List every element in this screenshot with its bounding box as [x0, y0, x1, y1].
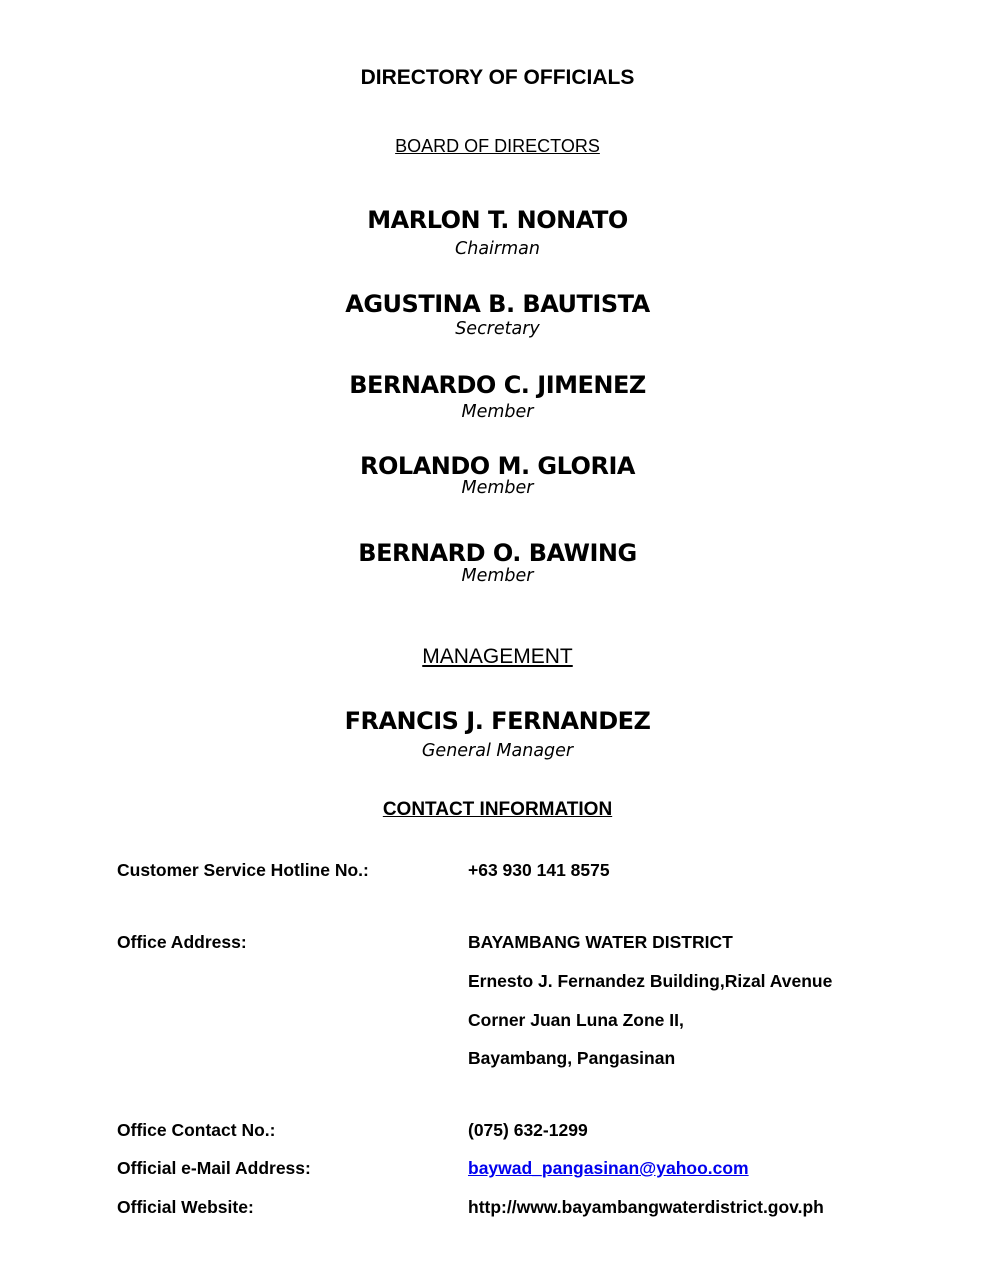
hotline-label: Customer Service Hotline No.:	[117, 860, 369, 880]
official-role-member-2: Member	[461, 478, 534, 498]
management-heading: MANAGEMENT	[422, 645, 573, 668]
email-label: Official e-Mail Address:	[117, 1158, 311, 1178]
official-name-member-3: BERNARD O. BAWING	[358, 539, 637, 567]
official-role-secretary: Secretary	[455, 319, 540, 339]
official-name-member-1: BERNARDO C. JIMENEZ	[349, 371, 646, 399]
hotline-value: +63 930 141 8575	[468, 860, 610, 880]
office-contact-value: (075) 632-1299	[468, 1120, 588, 1140]
page-title: DIRECTORY OF OFFICIALS	[360, 66, 635, 89]
website-label: Official Website:	[117, 1197, 254, 1217]
office-contact-label: Office Contact No.:	[117, 1120, 276, 1140]
official-name-chairman: MARLON T. NONATO	[367, 206, 628, 234]
contact-information-heading: CONTACT INFORMATION	[382, 799, 613, 820]
email-link[interactable]: baywad_pangasinan@yahoo.com	[468, 1158, 749, 1178]
official-role-chairman: Chairman	[455, 239, 540, 259]
office-address-line-2: Ernesto J. Fernandez Building,Rizal Avenue	[468, 971, 833, 991]
board-of-directors-heading: BOARD OF DIRECTORS	[395, 136, 600, 156]
official-name-member-2: ROLANDO M. GLORIA	[360, 452, 635, 480]
official-role-member-1: Member	[461, 402, 534, 422]
official-role-general-manager: General Manager	[421, 741, 574, 761]
office-address-line-1: BAYAMBANG WATER DISTRICT	[468, 932, 733, 952]
office-address-label: Office Address:	[117, 932, 247, 952]
official-role-member-3: Member	[461, 566, 534, 586]
official-name-secretary: AGUSTINA B. BAUTISTA	[345, 290, 650, 318]
official-name-general-manager: FRANCIS J. FERNANDEZ	[344, 707, 651, 735]
office-address-line-3: Corner Juan Luna Zone II,	[468, 1010, 684, 1030]
website-value: http://www.bayambangwaterdistrict.gov.ph	[468, 1197, 824, 1217]
office-address-line-4: Bayambang, Pangasinan	[468, 1048, 676, 1068]
